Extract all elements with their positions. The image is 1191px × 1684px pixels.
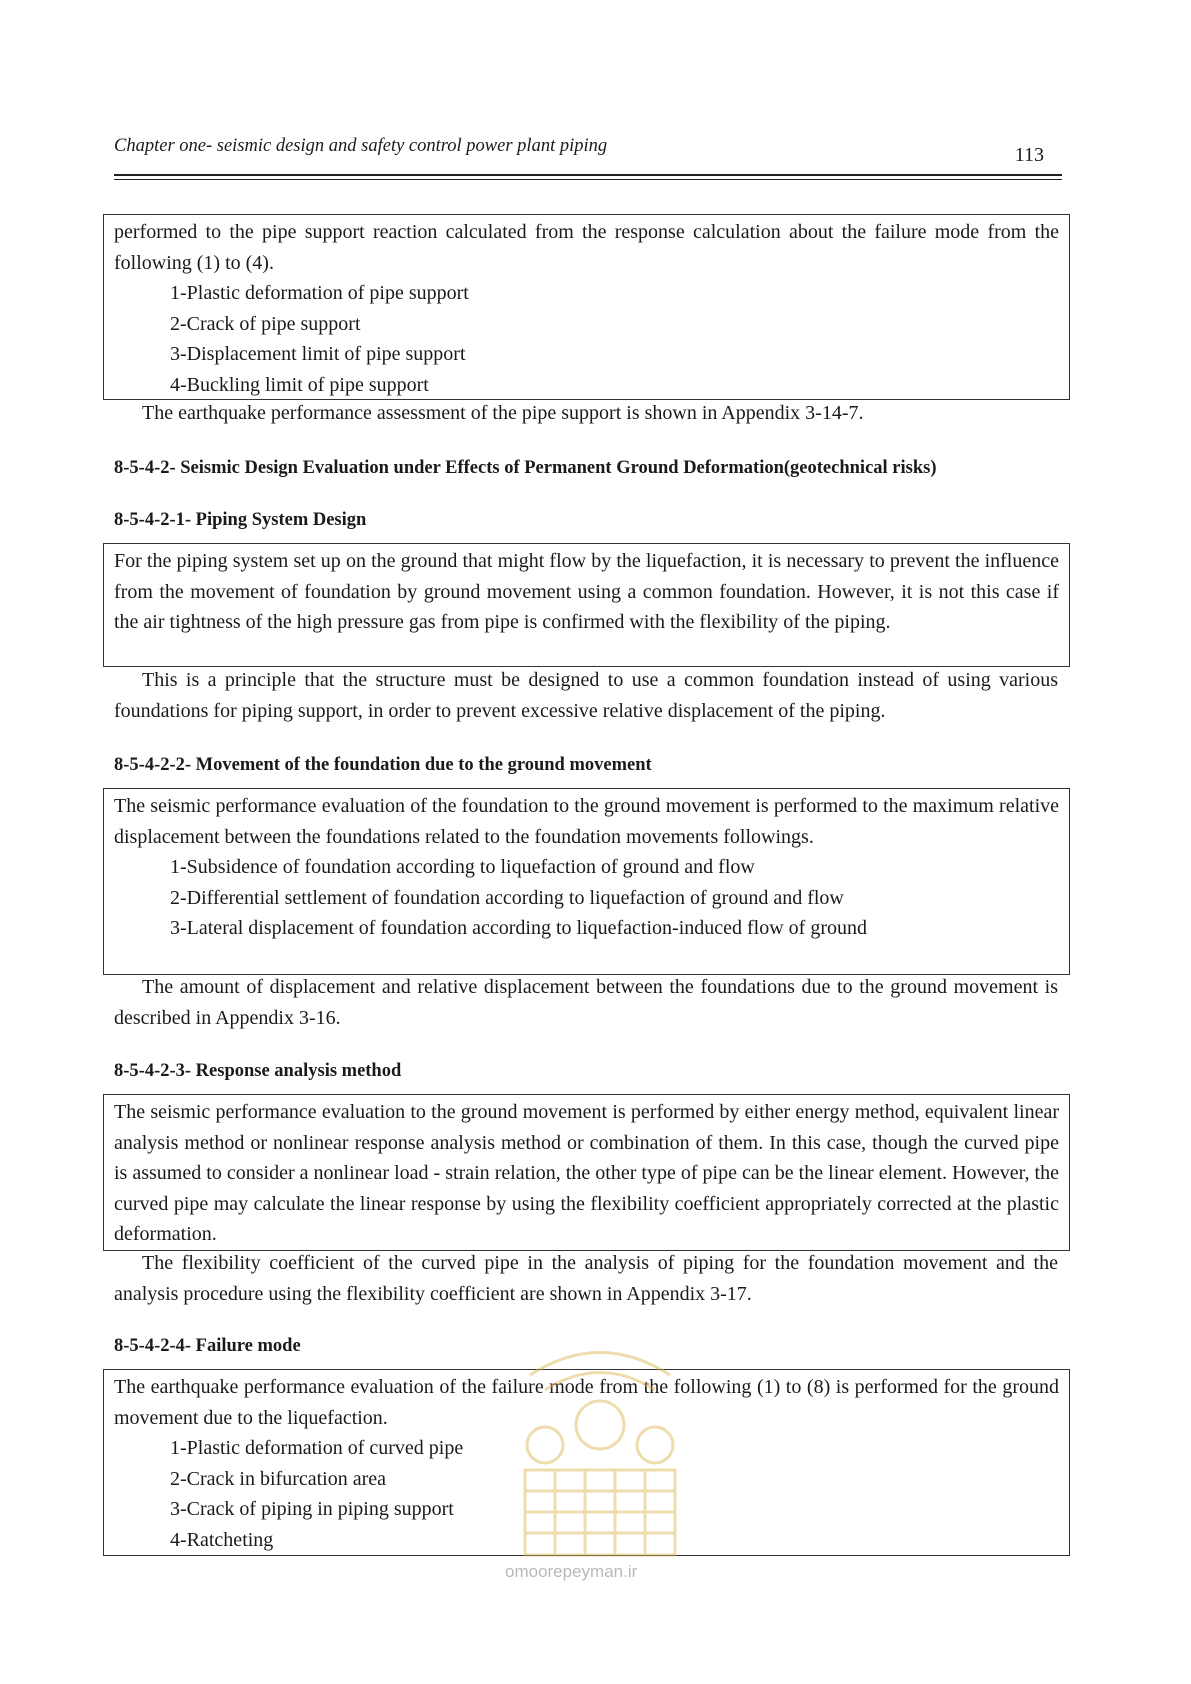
- page-number: 113: [1014, 144, 1044, 166]
- page-header: [114, 134, 1062, 172]
- paragraph: The earthquake performance assessment of the pipe support is shown in Appendix 3-14-7.: [142, 402, 864, 424]
- section-heading: 8-5-4-2-3- Response analysis method: [114, 1061, 402, 1081]
- list-item: 2-Crack in bifurcation area: [170, 1467, 387, 1490]
- list-item: 2-Differential settlement of foundation according to liquefaction of ground and flow: [170, 886, 844, 909]
- support-failure-box: [103, 214, 1070, 400]
- list-item: 3-Displacement limit of pipe support: [170, 343, 466, 365]
- list-item: 1-Plastic deformation of pipe support: [170, 282, 469, 304]
- section-heading: 8-5-4-2-4- Failure mode: [114, 1336, 301, 1356]
- list-item: 3-Lateral displacement of foundation according to liquefaction-induced flow of ground: [170, 917, 867, 939]
- chapter-title: Chapter one- seismic design and safety control power plant piping: [114, 136, 608, 156]
- list-item: 4-Buckling limit of pipe support: [170, 373, 429, 396]
- box-text: For the piping system set up on the ground that might flow by the liquefaction, it is necessary to prevent the influence from the movement of foundation by ground movement using a common foundation. However, it is not this case if the air tightness of the high pressure gas from pipe is confirmed with the flexibility of the piping.: [114, 550, 1059, 633]
- section-heading: 8-5-4-2-1- Piping System Design: [114, 510, 367, 530]
- section-heading: 8-5-4-2-2- Movement of the foundation due to the ground movement: [114, 755, 652, 775]
- paragraph: This is a principle that the structure must be designed to use a common foundation instead of using various foundations for piping support, in order to prevent excessive relative displacement of the piping.: [114, 669, 1058, 722]
- piping-design-box: [103, 543, 1070, 667]
- foundation-movement-box: [103, 788, 1070, 975]
- header-rule-thick: [114, 174, 1062, 176]
- list-item: 3-Crack of piping in piping support: [170, 1498, 454, 1520]
- box-intro: The seismic performance evaluation of the foundation to the ground movement is performed to the maximum relative displacement between the foundations related to the foundation movements followings.: [114, 795, 1059, 848]
- paragraph: The amount of displacement and relative displacement between the foundations due to the ground movement is described in Appendix 3-16.: [114, 976, 1058, 1029]
- list-item: 4-Ratcheting: [170, 1528, 274, 1551]
- watermark-logo-icon: [490, 1335, 710, 1565]
- list-item: 1-Plastic deformation of curved pipe: [170, 1437, 464, 1459]
- box-intro: performed to the pipe support reaction calculated from the response calculation about the failure mode from the following (1) to (4).: [114, 221, 1059, 274]
- paragraph: The flexibility coefficient of the curved pipe in the analysis of piping for the foundation movement and the analysis procedure using the flexibility coefficient are shown in Appendix 3-17.: [114, 1252, 1058, 1305]
- watermark-url: omoorepeyman.ir: [505, 1562, 638, 1581]
- list-item: 2-Crack of pipe support: [170, 312, 361, 335]
- section-heading: 8-5-4-2- Seismic Design Evaluation under Effects of Permanent Ground Deformation(geotechnical risks): [114, 458, 937, 478]
- list-item: 1-Subsidence of foundation according to liquefaction of ground and flow: [170, 856, 755, 878]
- header-rule-thin: [114, 179, 1062, 180]
- response-analysis-box: [103, 1094, 1070, 1251]
- box-intro: The earthquake performance evaluation of the failure mode from the following (1) to (8) is performed for the ground movement due to the liquefaction.: [114, 1376, 1059, 1429]
- box-text: The seismic performance evaluation to the ground movement is performed by either energy method, equivalent linear analysis method or nonlinear response analysis method or combination of them. In this case, though the curved pipe is assumed to consider a nonlinear load - strain relation, the other type of pipe can be the linear element. However, the curved pipe may calculate the linear response by using the flexibility coefficient appropriately corrected at the plastic deformation.: [114, 1101, 1059, 1245]
